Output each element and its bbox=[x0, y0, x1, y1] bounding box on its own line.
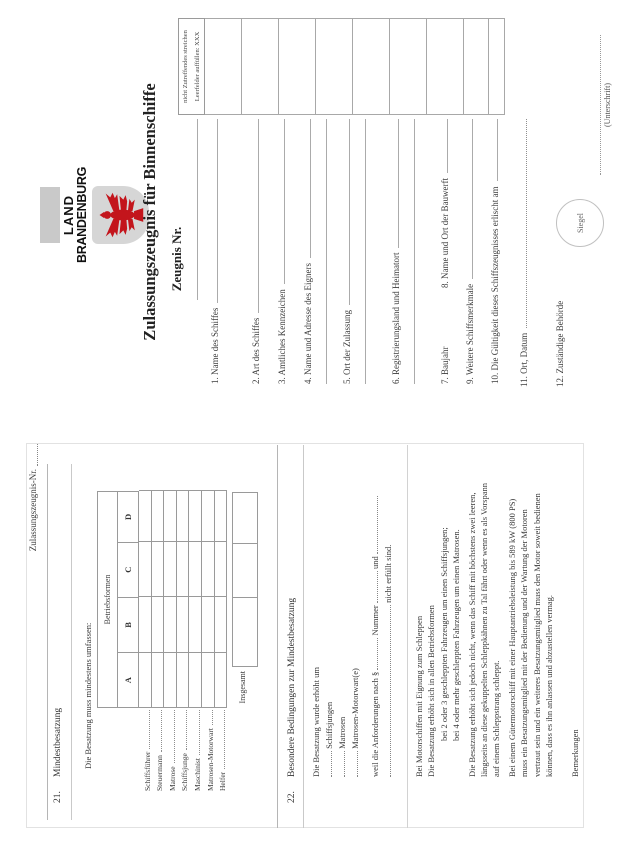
field-line bbox=[397, 119, 399, 248]
crew-table-columns bbox=[117, 491, 139, 708]
total-cell bbox=[232, 492, 258, 544]
column-b: B bbox=[117, 597, 139, 653]
crew-cell bbox=[152, 652, 165, 707]
paragraph-line: Die Besatzung erhöht sich jedoch nicht, wenn das Schiff mit höchstens zwei leeren, bbox=[466, 492, 477, 777]
conditions-block bbox=[413, 483, 555, 777]
field-line bbox=[283, 119, 285, 284]
crew-cell bbox=[177, 490, 190, 541]
crew-cell bbox=[164, 541, 177, 596]
section21-title: Mindestbesatzung bbox=[53, 707, 63, 777]
crew-cell bbox=[177, 596, 190, 652]
crew-cell bbox=[215, 490, 228, 541]
paragraph-line: muss ein Besatzungsmitglied mit der Bedienung und der Wartung der Motoren bbox=[519, 509, 530, 777]
field-8-label: 8. Name und Ort der Bauwerft bbox=[440, 178, 450, 288]
crew-cell bbox=[164, 652, 177, 707]
field-line bbox=[216, 119, 218, 303]
field-row-7-8 bbox=[436, 119, 450, 384]
crew-cell bbox=[215, 596, 228, 652]
siegel-label: Siegel bbox=[575, 213, 585, 233]
signature-label: (Unterschrift) bbox=[603, 83, 612, 127]
crew-cell bbox=[152, 596, 165, 652]
remarks-label: Bemerkungen bbox=[570, 729, 580, 777]
siegel-circle bbox=[556, 199, 604, 247]
zeugnis-nr-label: Zeugnis Nr. bbox=[169, 226, 184, 292]
crew-cell bbox=[215, 652, 228, 707]
crew-cell bbox=[164, 490, 177, 541]
crew-cell bbox=[189, 652, 202, 707]
quantity-blank bbox=[336, 751, 345, 777]
crew-cell bbox=[202, 490, 215, 541]
section22-rule bbox=[303, 445, 304, 828]
note-cell bbox=[316, 19, 353, 114]
crew-row-label: Maschinist bbox=[189, 710, 202, 791]
logo-gray-bar bbox=[40, 187, 60, 243]
field-line bbox=[348, 119, 350, 305]
field-7-label: 7. Baujahr bbox=[440, 346, 450, 384]
total-cell bbox=[232, 543, 258, 598]
crew-cell bbox=[202, 541, 215, 596]
field-line bbox=[471, 119, 473, 279]
crew-row-label: Matrosen-Motorwart bbox=[202, 710, 215, 791]
crew-cell bbox=[152, 541, 165, 596]
crew-table-header: Betriebsformen bbox=[97, 491, 118, 708]
number-blank bbox=[369, 571, 378, 603]
crew-cell bbox=[139, 652, 152, 707]
increase-block bbox=[310, 496, 395, 777]
note-cell bbox=[390, 19, 427, 114]
field-row-2: 2. Art des Schiffes bbox=[248, 119, 261, 384]
page-number-blank bbox=[29, 444, 38, 466]
section21-number: 21. bbox=[53, 791, 63, 803]
paragraph-line: vertraut sein und ein weiteres Besatzungsmitglied muss den Motor soweit bedienen bbox=[531, 493, 542, 777]
logo-brandenburg-text: BRANDENBURG bbox=[75, 167, 89, 264]
column-d: D bbox=[117, 491, 139, 542]
crew-cell bbox=[215, 541, 228, 596]
paragraph-line: Bei einem Gütermotorschiff mit einer Hauptantriebsleistung bis 589 kW (800 PS) bbox=[506, 498, 517, 777]
column-c: C bbox=[117, 542, 139, 597]
field-row-12: 12. Zuständige Behörde bbox=[555, 300, 565, 387]
crew-cell bbox=[202, 596, 215, 652]
field-line bbox=[446, 119, 448, 173]
paragraph-line: längsseits an diese gekuppelten Schleppkähnen zu Tal fährt oder wenn es als Vorspann bbox=[479, 483, 490, 777]
crew-table-grid bbox=[139, 491, 227, 708]
header-rule bbox=[47, 464, 48, 820]
column-a: A bbox=[117, 652, 139, 707]
paragraph-line: Die Besatzung erhöht sich in allen Betriebsformen bbox=[426, 605, 437, 777]
blank-write-line bbox=[326, 119, 327, 384]
field-line bbox=[257, 119, 259, 313]
reason-line: weil die Anforderungen nach § Nummer und bbox=[369, 496, 382, 777]
total-row-cells bbox=[232, 491, 258, 666]
field-row-1: 1. Name des Schiffes bbox=[204, 119, 220, 384]
paragraph-line: auf einem Schleppstrang schleppt. bbox=[491, 660, 502, 777]
crew-row-label: Helfer bbox=[215, 710, 228, 791]
paragraph-line: Bei Motorschiffen mit Eignung zum Schleppen bbox=[414, 615, 424, 777]
field-dotted-line bbox=[525, 119, 527, 328]
field-row-6: 6. Registrierungsland und Heimatort bbox=[388, 119, 401, 384]
crew-cell bbox=[177, 541, 190, 596]
crew-cell bbox=[189, 490, 202, 541]
note-cell bbox=[464, 19, 489, 114]
logo-land-text: LAND bbox=[61, 194, 76, 236]
brandenburg-eagle-icon bbox=[96, 192, 146, 238]
increase-item: Matrosen-Motorwart(e) bbox=[349, 496, 362, 777]
blank-write-line bbox=[414, 119, 415, 384]
field-row-5: 5. Ort der Zulassung bbox=[339, 119, 352, 384]
increase-intro: Die Besatzung wurde erhöht um bbox=[311, 667, 321, 777]
note-cell bbox=[279, 19, 316, 114]
crew-intro: Die Besatzung muss mindestens umfassen: bbox=[83, 622, 93, 769]
crew-cell bbox=[139, 490, 152, 541]
increase-item: Schiffsjungen bbox=[323, 496, 336, 777]
signature-line bbox=[600, 35, 601, 175]
note-cell bbox=[205, 19, 242, 114]
field-line bbox=[496, 119, 498, 181]
reason-end-line: nicht erfüllt sind. bbox=[382, 496, 395, 777]
crew-row-label: Matrose bbox=[164, 710, 177, 791]
zeugnis-nr-line bbox=[197, 119, 198, 300]
crew-cell bbox=[164, 596, 177, 652]
crew-cell bbox=[189, 541, 202, 596]
reason-blank bbox=[382, 605, 391, 777]
section22-number: 22. bbox=[287, 791, 297, 803]
blank-write-line bbox=[365, 119, 366, 384]
field-row-9: 9. Weitere Schiffsmerkmale bbox=[461, 119, 475, 384]
note-cell bbox=[353, 19, 390, 114]
certificate-title: Zulassungszeugnis für Binnenschiffe bbox=[140, 83, 159, 341]
paragraph-line: bei 4 oder mehr geschleppten Fahrzeugen um einen Matrosen. bbox=[451, 529, 462, 741]
page-number-label: Zulassungszeugnis-Nr. bbox=[28, 469, 38, 552]
crew-cell bbox=[139, 596, 152, 652]
paragraph-blank bbox=[369, 638, 378, 670]
crew-row-label: Steuermann bbox=[152, 710, 165, 791]
total-row-label: Insgesamt bbox=[238, 671, 247, 704]
crew-cell bbox=[139, 541, 152, 596]
quantity-blank bbox=[323, 751, 332, 777]
crew-row-label: Schiffsführer bbox=[139, 710, 152, 791]
block-divider-rule bbox=[407, 445, 408, 828]
section-divider-rule bbox=[277, 445, 278, 828]
quantity-blank bbox=[349, 751, 358, 777]
note-box-line1: nicht Zutreffendes streichen bbox=[182, 30, 189, 103]
note-box bbox=[178, 18, 205, 115]
note-cells-column bbox=[205, 18, 505, 115]
field-row-4: 4. Name und Adresse des Eigners bbox=[300, 119, 313, 384]
section22-title: Besondere Bedingungen zur Mindestbesatzung bbox=[287, 597, 297, 777]
field-row-10: 10. Die Gültigkeit dieses Schiffszeugnisses erlischt am bbox=[486, 119, 500, 384]
field-line bbox=[309, 119, 311, 258]
increase-item: Matrosen bbox=[336, 496, 349, 777]
crew-cell bbox=[202, 652, 215, 707]
section21-rule bbox=[71, 464, 72, 820]
note-cell bbox=[242, 19, 279, 114]
paragraph-line: können, dass es ihn anlassen und abzustellen vermag. bbox=[544, 595, 555, 777]
note-cell bbox=[427, 19, 464, 114]
and-blank bbox=[369, 496, 378, 554]
crew-cell bbox=[177, 652, 190, 707]
crew-row-label: Schiffsjunge bbox=[177, 710, 190, 791]
crew-cell bbox=[189, 596, 202, 652]
field-row-3: 3. Amtliches Kennzeichen bbox=[274, 119, 287, 384]
total-cell bbox=[232, 597, 258, 667]
crew-cell bbox=[152, 490, 165, 541]
paragraph-line: bei 2 oder 3 geschleppten Fahrzeugen um einen Schiffsjungen; bbox=[438, 527, 449, 741]
field-row-11: 11. Ort, Datum bbox=[515, 119, 529, 387]
page-number-header bbox=[28, 444, 38, 599]
note-box-line2: Leerfelder auffüllen: XXX bbox=[194, 31, 201, 102]
